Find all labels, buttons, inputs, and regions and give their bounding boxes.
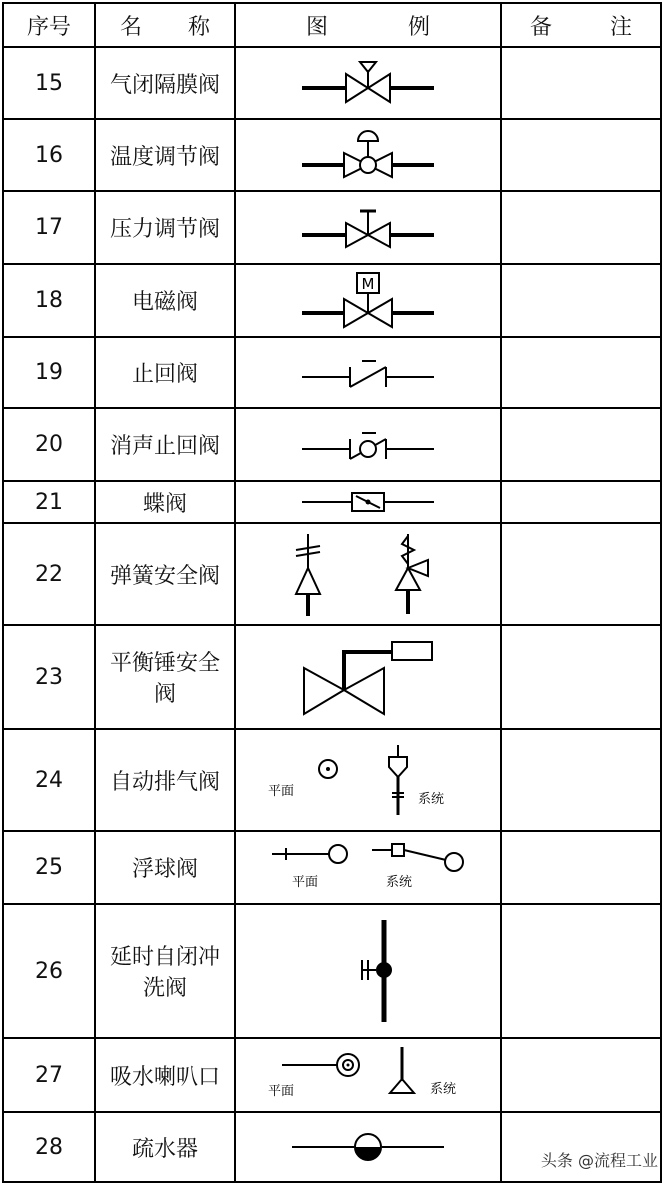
table-row xyxy=(3,408,661,481)
row-name: 吸水喇叭口 xyxy=(95,1038,235,1112)
row-name-line1: 平衡锤安全 xyxy=(109,651,220,676)
row-name: 温度调节阀 xyxy=(95,119,235,191)
silencing-check-valve-icon xyxy=(298,427,438,463)
row-symbol xyxy=(235,481,501,523)
row-name-line1: 延时自闭冲 xyxy=(109,945,220,970)
table-row xyxy=(3,904,661,1038)
row-note xyxy=(501,119,661,191)
watermark: 头条 @流程工业 xyxy=(540,1151,658,1170)
row-name: 气闭隔膜阀 xyxy=(95,47,235,119)
row-no: 24 xyxy=(3,729,95,831)
header-name-a: 名 xyxy=(120,14,143,40)
table-row xyxy=(3,523,661,625)
diaphragm-valve-icon xyxy=(298,58,438,108)
row-note xyxy=(501,264,661,337)
auto-vent-valve-icon xyxy=(268,743,468,817)
header-no: 序号 xyxy=(3,3,95,47)
row-symbol xyxy=(235,904,501,1038)
table-row xyxy=(3,625,661,729)
row-note xyxy=(501,625,661,729)
row-symbol xyxy=(235,831,501,904)
table-row xyxy=(3,729,661,831)
plan-label: 平面 xyxy=(268,1084,295,1099)
table-row xyxy=(3,47,661,119)
row-note xyxy=(501,191,661,264)
spring-safety-valve-icon xyxy=(278,530,458,618)
header-symbol xyxy=(235,3,501,47)
row-name: 压力调节阀 xyxy=(95,191,235,264)
row-no: 25 xyxy=(3,831,95,904)
pressure-control-valve-icon xyxy=(298,203,438,253)
row-name: 浮球阀 xyxy=(95,831,235,904)
table-header-row xyxy=(3,3,661,47)
float-valve-icon xyxy=(268,838,468,898)
row-name xyxy=(95,625,235,729)
table-row xyxy=(3,191,661,264)
row-note xyxy=(501,1038,661,1112)
row-note xyxy=(501,523,661,625)
row-note xyxy=(501,729,661,831)
header-symbol-b: 例 xyxy=(407,14,430,40)
row-note xyxy=(501,47,661,119)
row-no: 19 xyxy=(3,337,95,408)
table-row xyxy=(3,119,661,191)
row-no: 28 xyxy=(3,1112,95,1182)
row-note xyxy=(501,408,661,481)
row-no: 16 xyxy=(3,119,95,191)
suction-bellmouth-icon xyxy=(268,1045,468,1105)
row-symbol xyxy=(235,337,501,408)
row-symbol xyxy=(235,523,501,625)
delay-flush-valve-icon xyxy=(298,916,438,1026)
row-no: 23 xyxy=(3,625,95,729)
plan-label: 平面 xyxy=(292,874,319,890)
row-name: 止回阀 xyxy=(95,337,235,408)
row-note xyxy=(501,1112,661,1182)
row-name: 弹簧安全阀 xyxy=(95,523,235,625)
row-symbol xyxy=(235,625,501,729)
row-name: 自动排气阀 xyxy=(95,729,235,831)
row-no: 20 xyxy=(3,408,95,481)
row-no: 27 xyxy=(3,1038,95,1112)
row-note xyxy=(501,337,661,408)
row-symbol xyxy=(235,1112,501,1182)
row-symbol xyxy=(235,119,501,191)
header-note-b: 注 xyxy=(609,14,632,40)
row-symbol xyxy=(235,264,501,337)
table-row xyxy=(3,481,661,523)
row-name xyxy=(95,904,235,1038)
table-row xyxy=(3,337,661,408)
row-name: 电磁阀 xyxy=(95,264,235,337)
solenoid-valve-icon xyxy=(298,271,438,331)
row-no: 21 xyxy=(3,481,95,523)
row-note xyxy=(501,831,661,904)
system-label: 系统 xyxy=(418,792,445,807)
table-row xyxy=(3,831,661,904)
row-name: 蝶阀 xyxy=(95,481,235,523)
row-note xyxy=(501,481,661,523)
header-name xyxy=(95,3,235,47)
steam-trap-icon xyxy=(288,1132,448,1162)
weighted-safety-valve-icon xyxy=(298,632,438,722)
table-row xyxy=(3,264,661,337)
row-no: 15 xyxy=(3,47,95,119)
header-name-b: 称 xyxy=(187,14,210,40)
row-no: 22 xyxy=(3,523,95,625)
table-row xyxy=(3,1112,661,1182)
row-name-line2: 阀 xyxy=(153,682,176,707)
solenoid-label: M xyxy=(361,274,375,293)
row-symbol xyxy=(235,1038,501,1112)
row-name: 消声止回阀 xyxy=(95,408,235,481)
row-no: 26 xyxy=(3,904,95,1038)
plan-label: 平面 xyxy=(268,784,295,799)
check-valve-icon xyxy=(298,355,438,391)
row-symbol xyxy=(235,729,501,831)
butterfly-valve-icon xyxy=(298,489,438,515)
temperature-control-valve-icon xyxy=(298,127,438,183)
header-symbol-a: 图 xyxy=(306,14,329,40)
system-label: 系统 xyxy=(430,1082,457,1097)
row-name: 疏水器 xyxy=(95,1112,235,1182)
table-row xyxy=(3,1038,661,1112)
row-symbol xyxy=(235,47,501,119)
row-no: 17 xyxy=(3,191,95,264)
row-symbol xyxy=(235,191,501,264)
row-no: 18 xyxy=(3,264,95,337)
header-note xyxy=(501,3,661,47)
row-note xyxy=(501,904,661,1038)
valve-legend-table xyxy=(2,2,662,1183)
header-note-a: 备 xyxy=(530,14,553,40)
row-name-line2: 洗阀 xyxy=(142,976,187,1001)
system-label: 系统 xyxy=(386,874,413,890)
row-symbol xyxy=(235,408,501,481)
